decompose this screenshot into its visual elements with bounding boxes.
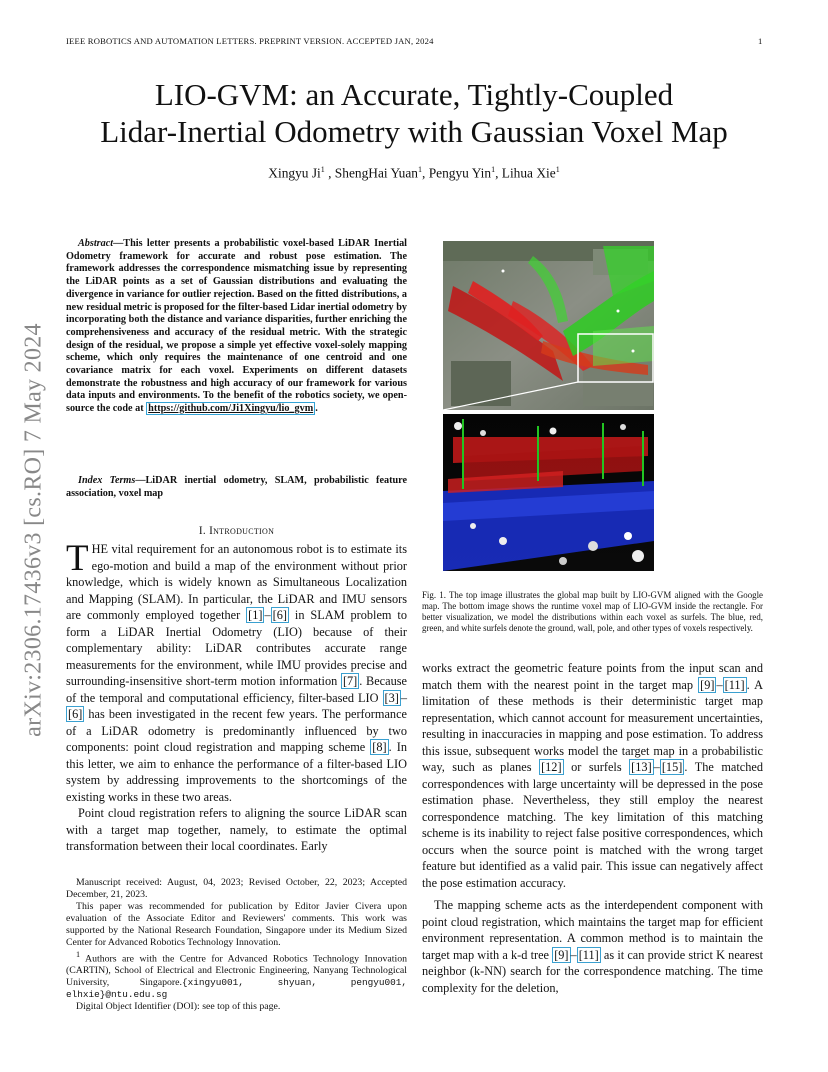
google-map-overlay	[443, 241, 654, 410]
citation-link[interactable]: [3]	[384, 690, 399, 705]
right-paragraph-2	[422, 897, 763, 996]
section-numeral: I.	[198, 525, 206, 537]
introduction-text	[66, 538, 408, 855]
citation-dash: –	[264, 608, 271, 622]
author-affil: 1	[555, 165, 560, 174]
footnote-recommended: This paper was recommended for publication by Editor Javier Civera upon evaluation of the Associate Editor and Reviewers' comments. This work was supported by the National Research Foundation, Singapore under its Medium Sized Center for Advanced Robotics Technology Innovation.	[66, 901, 407, 948]
right-text: as it can provide strict K nearest neighbor (k-NN) search for the correspondence matching. The time complexity for the deletion,	[422, 947, 763, 995]
footnote-doi: Digital Object Identifier (DOI): see top of this page.	[76, 1001, 281, 1013]
citation-link[interactable]: [11]	[724, 677, 745, 692]
citation-link[interactable]: [13]	[631, 760, 652, 774]
title-line-2: Lidar-Inertial Odometry with Gaussian Voxel Map	[100, 114, 728, 149]
section-title-text: Introduction	[209, 525, 275, 537]
affil-sup: 1	[76, 950, 81, 959]
index-terms-label: Index Terms	[78, 475, 136, 486]
drop-cap: T	[66, 538, 89, 579]
intro-text: in SLAM problem to form a LiDAR Inertial Odometry (LIO) because of their complementary ability: LiDAR contributes accurate range measurements for the environment, while IMU provides precise and surrounding-insensitive short-term motion information	[66, 608, 408, 688]
citation-link[interactable]: [12]	[541, 760, 562, 774]
citation-dash: –	[400, 690, 407, 705]
right-text: works extract the geometric feature points from the input scan and match them with the nearest point in the target map	[422, 661, 763, 692]
intro-paragraph-1	[66, 538, 408, 805]
right-column-text	[422, 660, 763, 996]
abstract-label: Abstract	[78, 238, 114, 249]
index-terms	[66, 475, 407, 500]
author-emails: {xingyu001, shyuan, pengyu001, elhxie}@ntu.edu.sg	[66, 977, 407, 1001]
citation-dash: –	[570, 947, 577, 962]
right-text: The mapping scheme acts as the interdependent component with point cloud registration, which maintains the target map for efficient environment representation. A common method is to maintain the target map with a k-d tree	[422, 898, 763, 962]
intro-text: . In this letter, we aim to enhance the performance of a filter-based LIO system by addressing improvements to the shortcomings of the existing works in these two areas.	[66, 740, 407, 804]
author-list: Xingyu Ji$^1$ , ShengHai Yuan$^1$, Pengyu Yin$^1$, Lihua Xie$^1$	[268, 165, 560, 181]
right-text: . A limitation of these methods is their deterministic target map representation, which cannot account for measurement uncertainties, resulting in inaccuracies in mapping and pose estimation. To address this issue, subsequent works model the target map in a probabilistic way, such as planes	[422, 677, 763, 774]
author-name: ShengHai Yuan	[334, 165, 418, 181]
code-link[interactable]: https://github.com/Ji1Xingyu/lio_gvm	[148, 403, 314, 415]
footnotes	[66, 877, 407, 1013]
abstract	[66, 238, 407, 416]
author-affil: 1	[320, 165, 325, 174]
author-name: Lihua Xie	[501, 165, 556, 181]
arxiv-watermark	[16, 290, 52, 770]
citation-link[interactable]: [8]	[372, 740, 387, 754]
citation-link[interactable]: [9]	[554, 947, 569, 962]
citation-link[interactable]: [6]	[272, 608, 287, 622]
citation-link[interactable]: [11]	[578, 947, 599, 962]
arxiv-id: arXiv:2306.17436v3 [cs.RO] 7 May 2024	[20, 323, 47, 737]
index-terms-text: —LiDAR inertial odometry, SLAM, probabilistic feature association, voxel map	[66, 475, 407, 499]
journal-header: IEEE ROBOTICS AND AUTOMATION LETTERS. PREPRINT VERSION. ACCEPTED JAN, 2024	[66, 36, 434, 46]
figure-1-caption: Fig. 1. The top image illustrates the global map built by LIO-GVM aligned with the Google map. The bottom image shows the runtime voxel map of LIO-GVM inside the rectangle. For better visualization, we model the distributions within each voxel as surfels. The blue, red, green, and white surfels denote the ground, wall, pole, and other types of voxels respectively.	[422, 590, 763, 633]
right-text: or surfels	[563, 760, 630, 774]
footnote-affiliation	[66, 949, 407, 1001]
figure-1-image	[443, 241, 763, 571]
footnote-received: Manuscript received: August, 04, 2023; Revised October, 22, 2023; Accepted December, 21, 2023.	[66, 877, 407, 900]
author-name: Xingyu Ji	[268, 165, 321, 181]
affil-text: Authors are with the Centre for Advanced Robotics Technology Innovation (CARTIN), School of Electrical and Electronic Engineering, Nanyang Technological University, Singapore.	[66, 953, 407, 989]
abstract-text: —This letter presents a probabilistic voxel-based LiDAR Inertial Odometry framework for accurate and robust pose estimation. The framework addresses the correspondence mismatching issue by representing the LiDAR points as a set of Gaussian distributions and evaluating the divergence in variance for outlier rejection. Based on the fitted distributions, a new residual metric is proposed for the filter-based Lidar inertial odometry by incorporating both the distance and variance disparities, further enriching the comprehensiveness and accuracy of the residual metric. With the strategic design of the residual, we propose a simple yet effective voxel-solely mapping scheme, which only requires the maintenance of one centroid and one covariance matrix for each voxel. Experiments on different datasets demonstrate the robustness and high accuracy of our framework for various data inputs and environments. To the benefit of the robotics society, we open-source the code at	[66, 238, 407, 415]
right-text: . The matched correspondences with large uncertainty will be depressed in the pose estimation phase. Nevertheless, they still employ the nearest correspondence matching. The key limitation of this matching scheme is its inability to reject false positive correspondences, which occurs when the source point is matched with the wrong target feature but identified as a valid pair. This issue can negatively affect the pose estimation accuracy.	[422, 760, 763, 890]
author-affil: 1	[417, 165, 422, 174]
author-affil: 1	[491, 165, 496, 174]
title-line-1: LIO-GVM: an Accurate, Tightly-Coupled	[154, 77, 674, 112]
author-name: Pengyu Yin	[428, 165, 492, 181]
citation-link[interactable]: [7]	[342, 674, 358, 688]
citation-dash: –	[716, 677, 723, 692]
intro-paragraph-2: Point cloud registration refers to aligning the source LiDAR scan with a target map together, namely, to estimate the optimal transformation between their local coordinates. Early	[66, 806, 407, 853]
intro-text: has been investigated in the recent few years. The performance of a LiDAR odometry is predominantly influenced by two components: point cloud registration and mapping scheme	[66, 707, 407, 754]
abstract-end: .	[315, 403, 318, 415]
intro-text: HE vital requirement for an autonomous robot is to estimate its ego-motion and build a map of the environment without prior knowledge, which is widely known as Simultaneous Localization and Mapping (SLAM). In particular, the LiDAR and IMU sensors are commonly employed together	[66, 542, 407, 622]
page-number: 1	[758, 36, 763, 46]
citation-link[interactable]: [15]	[661, 760, 683, 774]
right-paragraph-1	[422, 660, 763, 891]
section-heading-introduction	[66, 525, 407, 537]
intro-text: . Because of the temporal and computational efficiency, filter-based LIO	[66, 674, 407, 705]
runtime-voxel-map	[443, 414, 654, 571]
paper-title	[60, 76, 768, 150]
citation-dash: –	[653, 760, 660, 774]
citation-link[interactable]: [1]	[248, 608, 263, 622]
citation-link[interactable]: [9]	[700, 677, 715, 692]
citation-link[interactable]: [6]	[68, 707, 83, 721]
